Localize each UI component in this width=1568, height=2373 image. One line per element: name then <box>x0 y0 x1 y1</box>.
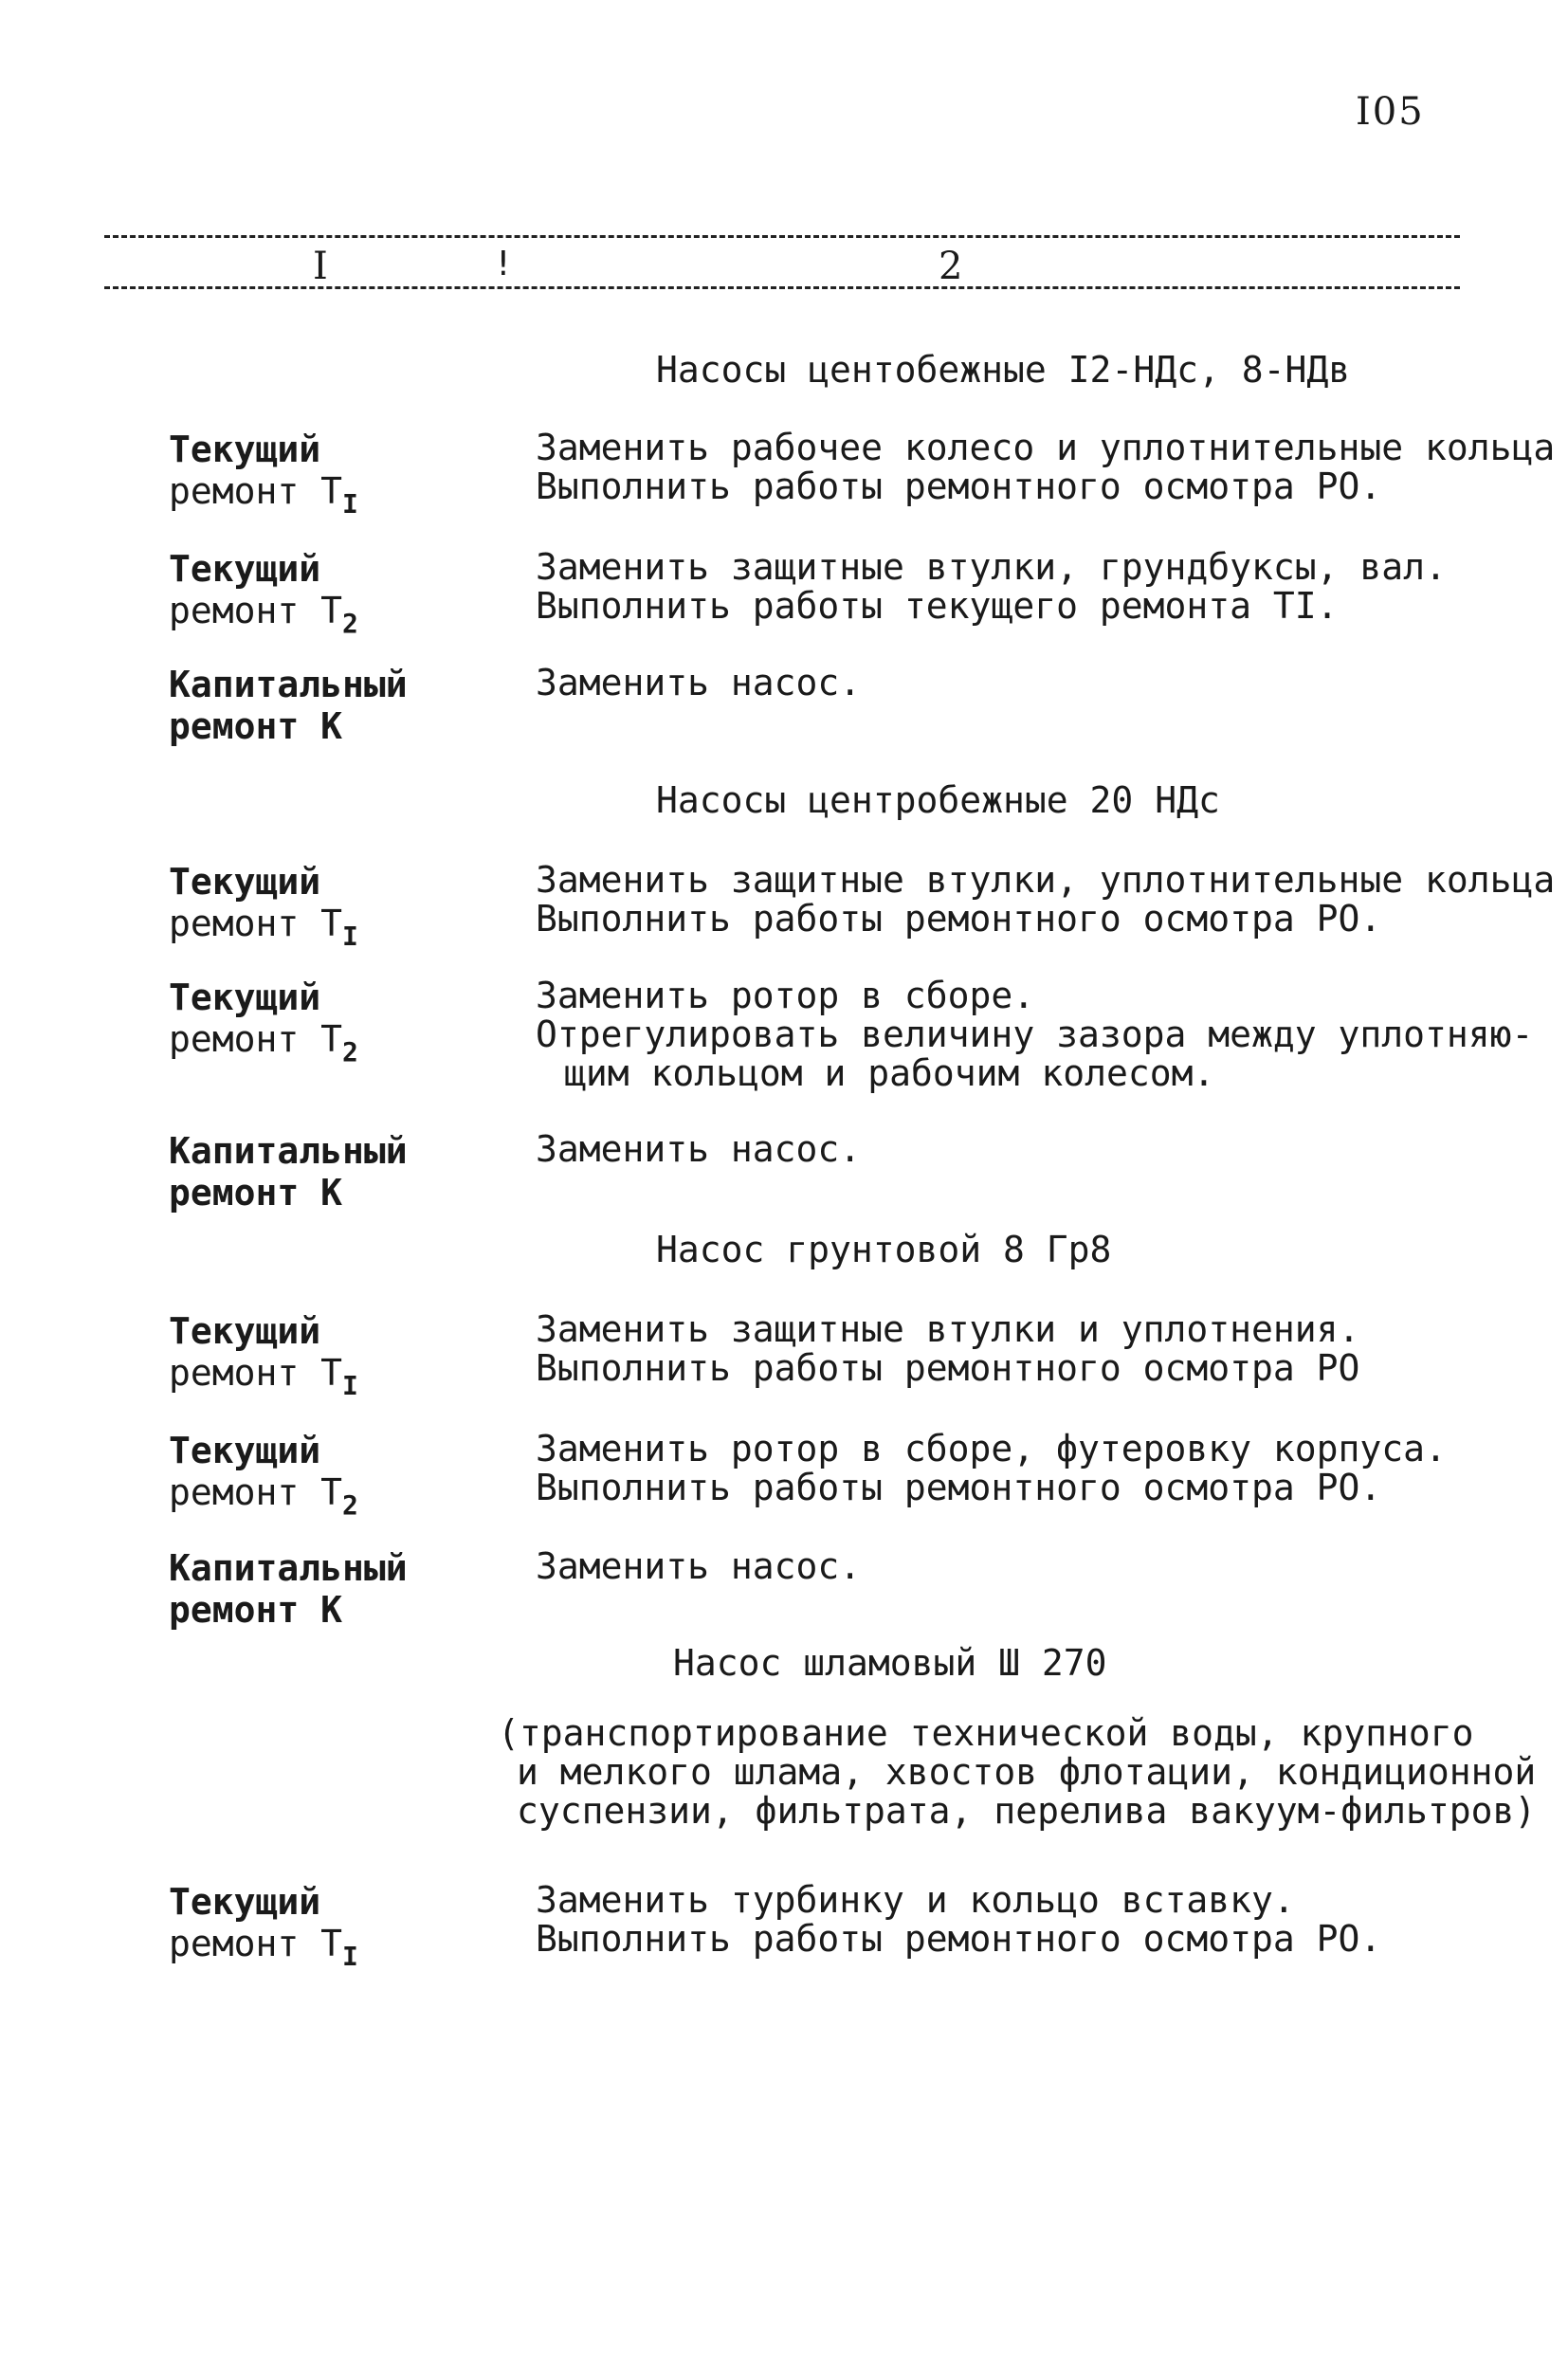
column-separator: ! <box>493 245 514 283</box>
repair-type-label: Капитальный ремонт К <box>169 1130 408 1214</box>
repair-type-label: Текущий ремонт $Т_I$ <box>169 429 358 520</box>
table-header-bottom-rule <box>104 286 1460 289</box>
repair-work-description: Заменить насос. <box>536 1545 862 1587</box>
section-title: Насос шламовый Ш 270 <box>673 1642 1107 1684</box>
repair-type-label: Текущий ремонт $Т_2$ <box>169 977 358 1068</box>
section-title: Насосы центобежные I2-НДс, 8-НДв <box>656 349 1351 391</box>
repair-work-description: Заменить насос. <box>536 1128 862 1170</box>
column-1-header: I <box>313 245 328 288</box>
table-header-top-rule <box>104 235 1460 238</box>
column-2-header: 2 <box>939 245 963 288</box>
repair-work-description: Заменить рабочее колесо и уплотнительные кольца Выполнить работы ремонтного осмотра РО. <box>536 427 1556 507</box>
repair-work-description: Заменить насос. <box>536 662 862 703</box>
repair-type-label: Текущий ремонт $Т_I$ <box>169 1310 358 1401</box>
section-title: Насосы центробежные 20 НДс <box>656 779 1220 821</box>
repair-work-description: Заменить турбинку и кольцо вставку. Выполнить работы ремонтного осмотра РО. <box>536 1879 1382 1960</box>
repair-type-label: Текущий ремонт $Т_2$ <box>169 1430 358 1521</box>
repair-type-label: Текущий ремонт $Т_I$ <box>169 861 358 952</box>
repair-work-description: Заменить защитные втулки, уплотнительные кольца Выполнить работы ремонтного осмотра РО. <box>536 859 1556 940</box>
repair-type-label: Текущий ремонт $Т_I$ <box>169 1881 358 1972</box>
repair-type-label: Текущий ремонт $Т_2$ <box>169 548 358 639</box>
page-number: I05 <box>1356 90 1425 134</box>
pump-application-description: (транспортирование технической воды, крупного и мелкого шлама, хвостов флотации, кондиционной суспензии, фильтрата, перелива вакуум-фильтров) <box>498 1712 1537 1832</box>
repair-work-description: Заменить защитные втулки, грундбуксы, вал. Выполнить работы текущего ремонта ТI. <box>536 546 1447 627</box>
section-title: Насос грунтовой 8 Гр8 <box>656 1229 1112 1270</box>
repair-work-description: Заменить защитные втулки и уплотнения. Выполнить работы ремонтного осмотра РО <box>536 1308 1360 1389</box>
repair-type-label: Капитальный ремонт К <box>169 664 408 747</box>
repair-work-description: Заменить ротор в сборе, футеровку корпуса. Выполнить работы ремонтного осмотра РО. <box>536 1428 1447 1508</box>
repair-work-description: Заменить ротор в сборе. Отрегулировать величину зазора между уплотняю- щим кольцом и рабочим колесом. <box>536 975 1534 1094</box>
repair-type-label: Капитальный ремонт К <box>169 1547 408 1631</box>
